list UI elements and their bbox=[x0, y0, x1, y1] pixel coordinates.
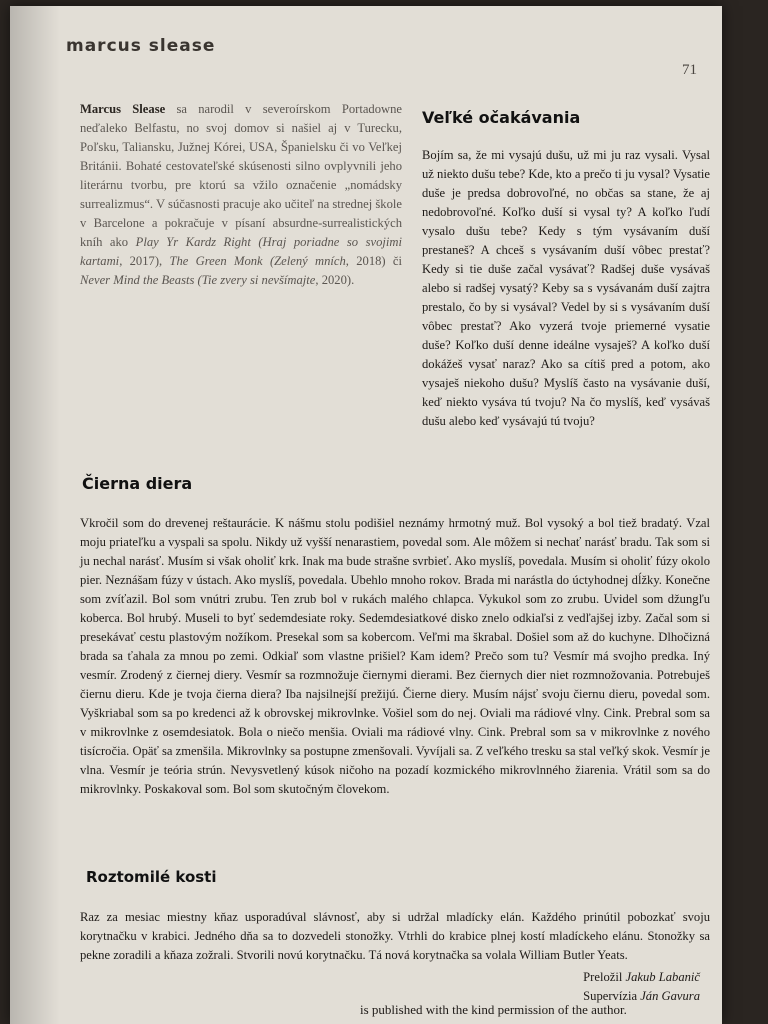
author-bio bbox=[80, 100, 402, 290]
supervision-label: Supervízia bbox=[583, 988, 638, 1003]
translator-name: Jakub Labanič bbox=[625, 970, 700, 984]
text-velke-ocakavania: Bojím sa, že mi vysajú dušu, už mi ju raz vysali. Vysal už niekto dušu tebe? Kde, kto a prečo ti ju vysal? Vysatie duše je predsa dobrovoľné, no občas sa stane, že aj nedobrovoľné. Koľko duší si vysal ty? A koľko ľudí vysalo dušu tebe? Kedy s tým vysávaním duší prestaneš? A chceš s vysávaním duší vôbec prestať? Kedy si tie duše začal vysávať? Radšej duše vysávaš alebo si radšej vysatý? Keby sa s vysávanám duší zajtra prestalo, čo by si vysával? Vedel by si s vysávaním duší vôbec prestať? Ako vyzerá tvoje priemerné vysatie duše? Koľko duší denne ideálne vysaješ? A koľko duší dokážeš vysať naraz? Ako sa cítiš pred a potom, ako vysaješ niekoho dušu? Myslíš často na vysávanie duší, keď niekto vysáva tú tvoju? Na čo myslíš, keď vysávaš dušu alebo keď vysávajú tú tvoju? bbox=[422, 148, 710, 429]
book-title-1-translation: (Hraj poriadne so svojimi kartami bbox=[80, 235, 402, 269]
book-page bbox=[10, 6, 722, 1024]
book-title-2: The Green Monk bbox=[169, 254, 263, 269]
book-year-2: , 2018) či bbox=[345, 254, 402, 269]
book-title-1: Play Yr Kardz Right bbox=[135, 235, 251, 250]
page-number: 71 bbox=[682, 62, 697, 78]
book-title-2-translation: (Zelený mních bbox=[269, 254, 346, 269]
heading-velke-ocakavania: Veľké očakávania bbox=[422, 108, 581, 127]
supervisor-name: Ján Gavura bbox=[640, 988, 700, 1003]
text-roztomile-kosti: Raz za mesiac miestny kňaz usporadúval slávnosť, aby si udržal mladícky elán. Každého prinútil pobozkať svoju korytnačku v krabici. Jedného dňa sa to dozvedeli stonožky. Vtrhli do krabice plnej kostí mladíckeho elánu. Stonožky sa pekne zoradili a kňaza zožrali. Stvorili novú korytnačku. Tá nová korytnačka sa volala William Butler Yeats. bbox=[80, 910, 710, 963]
translator-line bbox=[583, 968, 700, 987]
bio-text: sa narodil v severoírskom Portadowne neďaleko Belfastu, no svoj domov si našiel aj v Turecku, Poľsku, Taliansku, Južnej Kórei, USA, Španielsku či vo Veľkej Británii. Bohaté cestovateľské skúsenosti silno ovplyvnili jeho literárnu tvorbu, pre ktorú sa vžilo označenie „nomádsky surrealizmus“. V súčasnosti pracuje ako učiteľ na strednej škole v Barcelone a pokračuje v písaní absurdne-surrealistických kníh ako bbox=[80, 102, 402, 250]
translation-credits bbox=[583, 968, 700, 1006]
translated-label: Preložil bbox=[583, 970, 623, 984]
running-head: marcus slease bbox=[66, 36, 216, 56]
book-year-1: , 2017), bbox=[119, 254, 170, 269]
permission-notice: is published with the kind permission of the author. bbox=[360, 1002, 627, 1017]
book-year-3: , 2020). bbox=[315, 273, 355, 288]
text-cierna-diera: Vkročil som do drevenej reštaurácie. K nášmu stolu podišiel neznámy hrmotný muž. Bol vysoký a bol tiež bradatý. Vzal moju priateľku a vyspali sa spolu. Nikdy už vyšší nenarastiem, povedal som. Ale môžem si nechať narásť bradu. Tak som si ju nechal narásť. Musím si však oholiť krk. Inak ma bude strašne svrbieť. Ako myslíš, povedala. Musím si oholiť fúzy okolo pier. Neznášam fúzy v ústach. Ako myslíš, povedala. Ubehlo mnoho rokov. Brada mi narástla do úctyhodnej dĺžky. Konečne som zvíťazil. Bol som vnútri zrubu. Ten zrub bol v rukách malého chlapca. Vykukol som zo zrubu. Uvidel som džungľu koberca. Bol hrubý. Museli to byť sedemdesiate roky. Sedemdesiatkové disko znelo odkiaľsi z vedľajšej izby. Začal som si presekávať cestu plastovým nožíkom. Presekal som sa kobercom. Veľmi ma škrabal. Došiel som až do kuchyne. Dlhočizná brada sa ťahala za mnou po zemi. Odkiaľ som vlastne prišiel? Kam idem? Prečo som tu? Vesmír má svojho predka. Iný vesmír. Zrodený z čiernej diery. Vesmír sa rozmnožuje čiernymi dierami. Bez čiernych dier niet rozmnožovania. Potrebuješ čiernu dieru. Kde je tvoja čierna diera? Iba najsilnejší prežijú. Čierne diery. Musím nájsť svoju čiernu dieru, povedal som. Vyškriabal som sa po kredenci až k obrovskej mikrovlnke. Vošiel som do nej. Oviali ma rádiové vlny. Cink. Prebral som sa v mikrovlnke z osemdesiatok. Bola o niečo menšia. Oviali ma rádiové vlny. Cink. Prebral som sa v mikrovlnke z nového tisícročia. Opäť sa zmenšila. Mikrovlnky sa postupne zmenšovali. Vyvíjali sa. Z veľkého tresku sa stal veľký skok. Vesmír je vlna. Vesmír je teória strún. Nevysvetlený kúsok ničoho na pozadí kozmického mikrovlnného žiarenia. Vrátil som sa do mikrovlnky. Poskakoval som. Bol som skutočným človekom. bbox=[80, 516, 710, 797]
book-title-3: Never Mind the Beasts bbox=[80, 273, 195, 288]
heading-roztomile-kosti: Roztomilé kosti bbox=[86, 868, 217, 886]
author-name: Marcus Slease bbox=[80, 102, 166, 116]
heading-cierna-diera: Čierna diera bbox=[82, 474, 193, 493]
book-title-3-translation: (Tie zvery si nevšímajte bbox=[197, 273, 316, 288]
